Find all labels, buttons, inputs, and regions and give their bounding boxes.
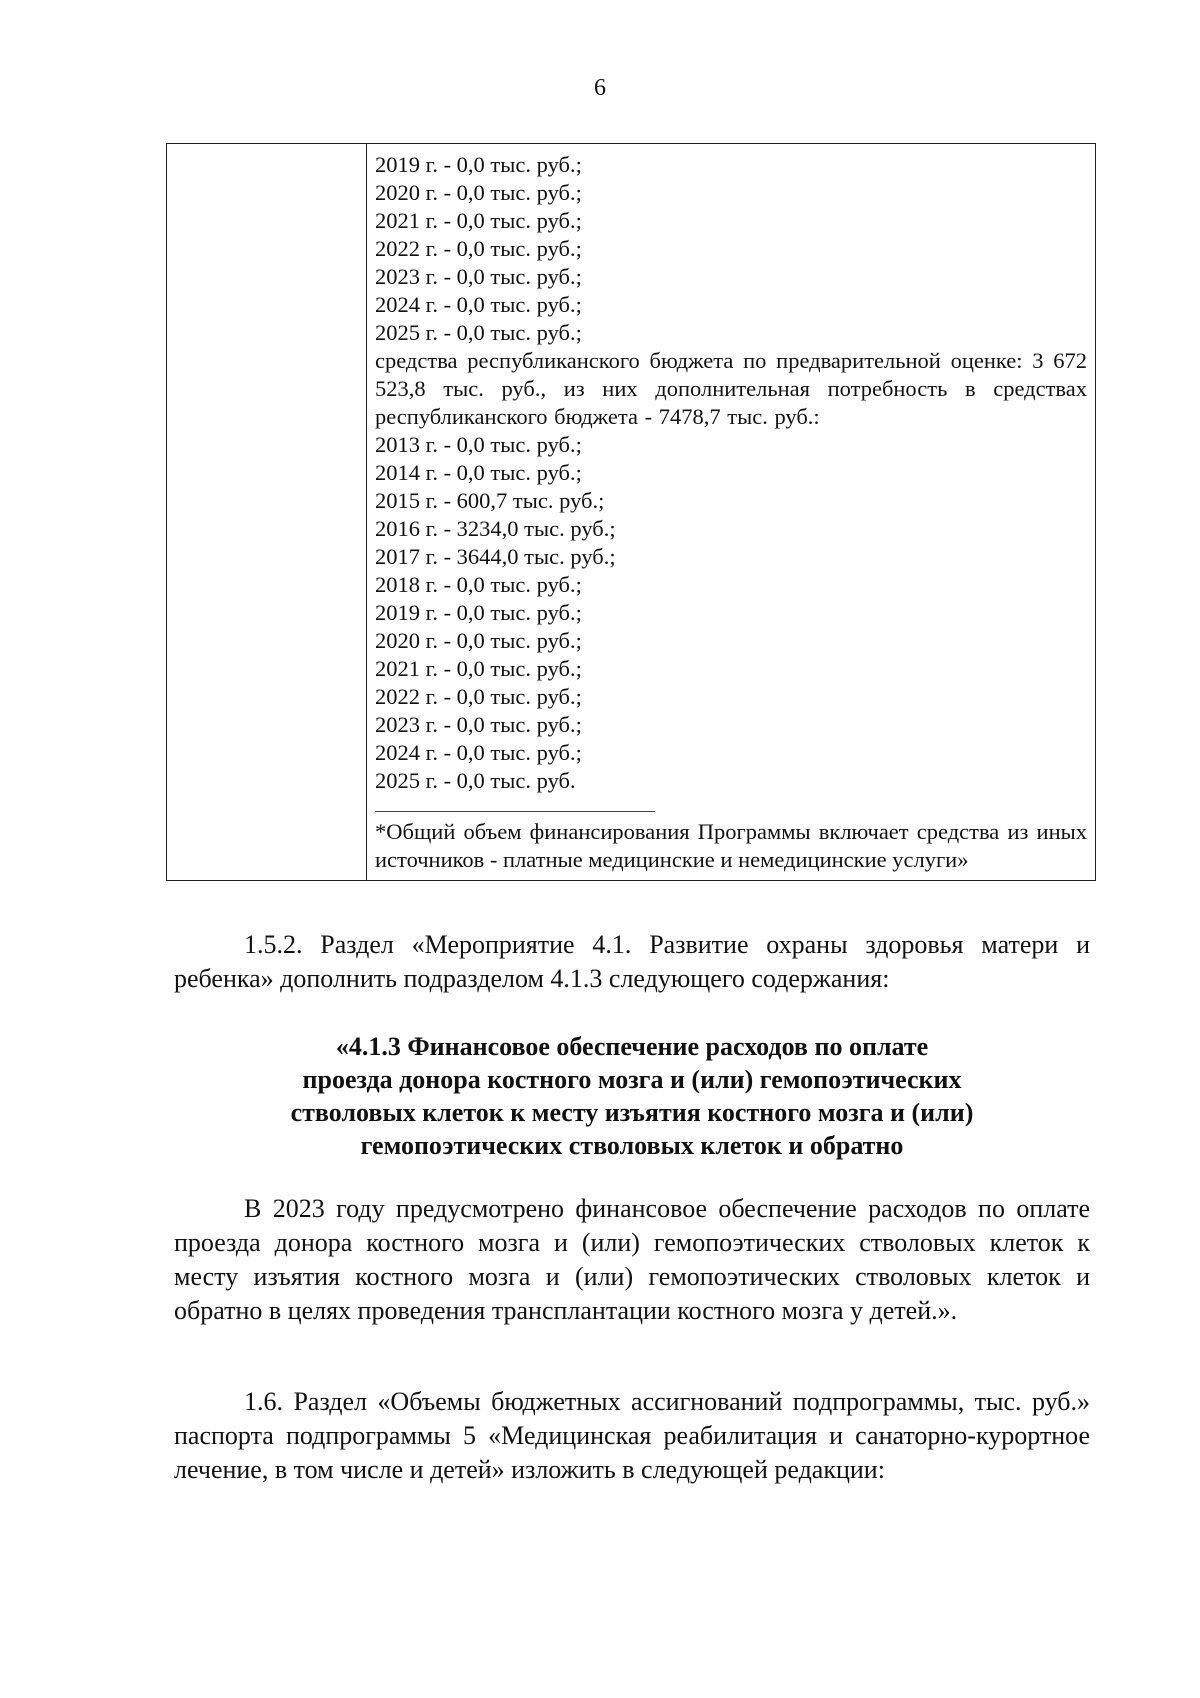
year-list-a bbox=[375, 151, 1087, 347]
year-line: 2022 г. - 0,0 тыс. руб.; bbox=[375, 684, 582, 709]
year-line: 2019 г. - 0,0 тыс. руб.; bbox=[375, 600, 582, 625]
year-line: 2024 г. - 0,0 тыс. руб.; bbox=[375, 292, 582, 317]
paragraph-1-5-2: 1.5.2. Раздел «Мероприятие 4.1. Развитие охраны здоровья матери и ребенка» дополнить подразделом 4.1.3 следующего содержания: bbox=[174, 930, 1090, 993]
year-line: 2013 г. - 0,0 тыс. руб.; bbox=[375, 432, 582, 457]
heading-line: проезда донора костного мозга и (или) гемопоэтических bbox=[302, 1065, 962, 1094]
financing-table bbox=[166, 143, 1096, 881]
year-line: 2024 г. - 0,0 тыс. руб.; bbox=[375, 740, 582, 765]
republican-budget-text: средства республиканского бюджета по предварительной оценке: 3 672 523,8 тыс. руб., из них дополнительная потребность в средствах республиканского бюджета - 7478,7 тыс. руб.: bbox=[375, 348, 1087, 429]
footnote-divider bbox=[375, 811, 655, 812]
table-right-cell bbox=[367, 144, 1096, 881]
year-line: 2020 г. - 0,0 тыс. руб.; bbox=[375, 628, 582, 653]
section-heading-4-1-3 bbox=[174, 1030, 1090, 1162]
year-line: 2020 г. - 0,0 тыс. руб.; bbox=[375, 180, 582, 205]
year-line: 2019 г. - 0,0 тыс. руб.; bbox=[375, 152, 582, 177]
year-line: 2025 г. - 0,0 тыс. руб.; bbox=[375, 320, 582, 345]
year-line: 2021 г. - 0,0 тыс. руб.; bbox=[375, 208, 582, 233]
footnote: *Общий объем финансирования Программы включает средства из иных источников - платные медицинские и немедицинские услуги» bbox=[375, 819, 1087, 872]
heading-line: стволовых клеток к месту изъятия костного мозга и (или) bbox=[290, 1098, 974, 1127]
heading-line: гемопоэтических стволовых клеток и обратно bbox=[360, 1131, 904, 1160]
paragraph-2023: В 2023 году предусмотрено финансовое обеспечение расходов по оплате проезда донора костного мозга и (или) гемопоэтических стволовых клеток к месту изъятия костного мозга и (или) гемопоэтических стволовых клеток и обратно в целях проведения трансплантации костного мозга у детей.». bbox=[174, 1194, 1090, 1325]
year-line: 2018 г. - 0,0 тыс. руб.; bbox=[375, 572, 582, 597]
year-line: 2023 г. - 0,0 тыс. руб.; bbox=[375, 264, 582, 289]
year-line: 2022 г. - 0,0 тыс. руб.; bbox=[375, 236, 582, 261]
year-line: 2023 г. - 0,0 тыс. руб.; bbox=[375, 712, 582, 737]
table-left-cell bbox=[167, 144, 367, 881]
year-line: 2025 г. - 0,0 тыс. руб. bbox=[375, 768, 576, 793]
year-line: 2014 г. - 0,0 тыс. руб.; bbox=[375, 460, 582, 485]
heading-line: «4.1.3 Финансовое обеспечение расходов по оплате bbox=[335, 1032, 929, 1061]
year-line: 2016 г. - 3234,0 тыс. руб.; bbox=[375, 516, 616, 541]
page-number: 6 bbox=[594, 75, 606, 101]
year-list-b bbox=[375, 431, 1087, 795]
year-line: 2017 г. - 3644,0 тыс. руб.; bbox=[375, 544, 616, 569]
table-row bbox=[167, 144, 1096, 881]
year-line: 2015 г. - 600,7 тыс. руб.; bbox=[375, 488, 605, 513]
year-line: 2021 г. - 0,0 тыс. руб.; bbox=[375, 656, 582, 681]
paragraph-1-6: 1.6. Раздел «Объемы бюджетных ассигнований подпрограммы, тыс. руб.» паспорта подпрограммы 5 «Медицинская реабилитация и санаторно-курортное лечение, в том числе и детей» изложить в следующей редакции: bbox=[174, 1387, 1090, 1484]
